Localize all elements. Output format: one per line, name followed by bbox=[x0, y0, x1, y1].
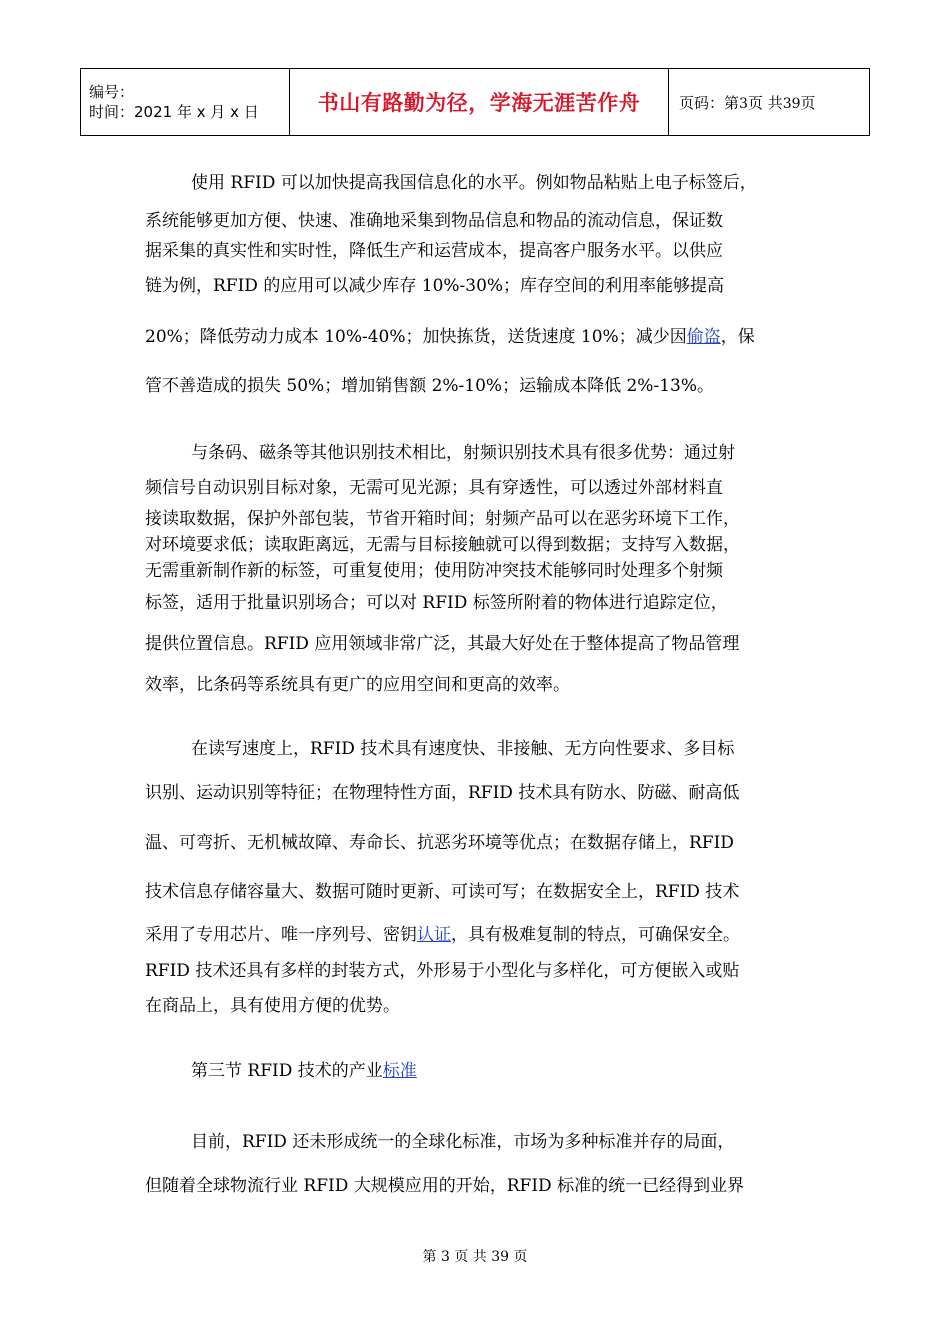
page-mid: 页 共 bbox=[747, 93, 783, 112]
p1-line-3: 据采集的真实性和实时性，降低生产和运营成本，提高客户服务水平。以供应 bbox=[145, 241, 723, 261]
p4-line-2: 但随着全球物流行业 RFID 大规模应用的开始，RFID 标准的统一已经得到业界 bbox=[145, 1176, 745, 1196]
p3-line-2: 识别、运动识别等特征；在物理特性方面，RFID 技术具有防水、防磁、耐高低 bbox=[145, 783, 740, 803]
p3-line-5-text: 采用了专用芯片、唯一序列号、密钥 bbox=[145, 925, 417, 945]
p3-line-5-end: ，具有极难复制的特点，可确保安全。 bbox=[451, 925, 740, 945]
p2-line-8: 效率，比条码等系统具有更广的应用空间和更高的效率。 bbox=[145, 675, 570, 695]
section-heading bbox=[145, 1053, 417, 1089]
p3-line-7: 在商品上，具有使用方便的优势。 bbox=[145, 996, 400, 1016]
p2-line-2: 频信号自动识别目标对象，无需可见光源；具有穿透性，可以透过外部材料直 bbox=[145, 478, 723, 498]
p1-line-1: 使用 RFID 可以加快提高我国信息化的水平。例如物品粘贴上电子标签后， bbox=[191, 173, 757, 193]
p2-line-7: 提供位置信息。RFID 应用领域非常广泛，其最大好处在于整体提高了物品管理 bbox=[145, 634, 740, 654]
p2-line-6: 标签，适用于批量识别场合；可以对 RFID 标签所附着的物体进行追踪定位， bbox=[145, 593, 728, 613]
p1-line-4: 链为例，RFID 的应用可以减少库存 10%-30%；库存空间的利用率能够提高 bbox=[145, 276, 725, 296]
p1-line-5 bbox=[145, 310, 757, 364]
link-renzheng[interactable]: 认证 bbox=[417, 925, 451, 945]
code-label: 编号： bbox=[89, 83, 135, 101]
p3-line-3: 温、可弯折、无机械故障、寿命长、抗恶劣环境等优点；在数据存储上，RFID bbox=[145, 833, 734, 853]
header-motto: 书山有路勤为径，学海无涯苦作舟 bbox=[290, 69, 669, 136]
page-label: 页码：第 bbox=[679, 93, 740, 112]
page-total: 39 bbox=[782, 95, 801, 112]
p1-line-6: 管不善造成的损失 50%；增加销售额 2%-10%；运输成本降低 2%-13%。 bbox=[145, 376, 714, 396]
p2-line-3: 接读取数据，保护外部包装，节省开箱时间；射频产品可以在恶劣环境下工作， bbox=[145, 509, 740, 529]
link-toudao[interactable]: 偷盗 bbox=[686, 327, 721, 347]
p1-line-5-end: ，保 bbox=[720, 327, 755, 347]
paragraph-2 bbox=[145, 435, 740, 703]
page-number: 3 bbox=[739, 95, 748, 112]
link-biaozhun[interactable]: 标准 bbox=[382, 1061, 417, 1081]
paragraph-3 bbox=[145, 730, 740, 1024]
time-label: 时间：2021 年 x 月 x 日 bbox=[89, 103, 259, 121]
paragraph-4 bbox=[145, 1120, 744, 1208]
p1-line-5-text: 20%；降低劳动力成本 10%-40%；加快拣货，送货速度 10%；减少因 bbox=[145, 327, 687, 347]
p3-line-6: RFID 技术还具有多样的封装方式，外形易于小型化与多样化，可方便嵌入或贴 bbox=[145, 961, 740, 981]
p3-line-4: 技术信息存储容量大、数据可随时更新、可读可写；在数据安全上，RFID 技术 bbox=[145, 882, 740, 902]
paragraph-1 bbox=[145, 160, 757, 408]
p4-line-1: 目前，RFID 还未形成统一的全球化标准，市场为多种标准并存的局面， bbox=[191, 1132, 735, 1152]
header-info-cell bbox=[81, 69, 290, 136]
p3-line-5 bbox=[145, 916, 740, 954]
page-footer: 第 3 页 共 39 页 bbox=[422, 1249, 528, 1265]
p2-line-4: 对环境要求低；读取距离远，无需与目标接触就可以得到数据；支持写入数据， bbox=[145, 535, 740, 555]
p2-line-5: 无需重新制作新的标签，可重复使用；使用防冲突技术能够同时处理多个射频 bbox=[145, 561, 723, 581]
header-page-info bbox=[669, 69, 870, 136]
page-end: 页 bbox=[800, 93, 816, 112]
section-heading-text: 第三节 RFID 技术的产业 bbox=[191, 1061, 383, 1081]
header-table bbox=[80, 68, 870, 136]
p1-line-2: 系统能够更加方便、快速、准确地采集到物品信息和物品的流动信息，保证数 bbox=[145, 211, 723, 231]
p2-line-1: 与条码、磁条等其他识别技术相比，射频识别技术具有很多优势：通过射 bbox=[191, 443, 735, 463]
p3-line-1: 在读写速度上，RFID 技术具有速度快、非接触、无方向性要求、多目标 bbox=[191, 739, 735, 759]
